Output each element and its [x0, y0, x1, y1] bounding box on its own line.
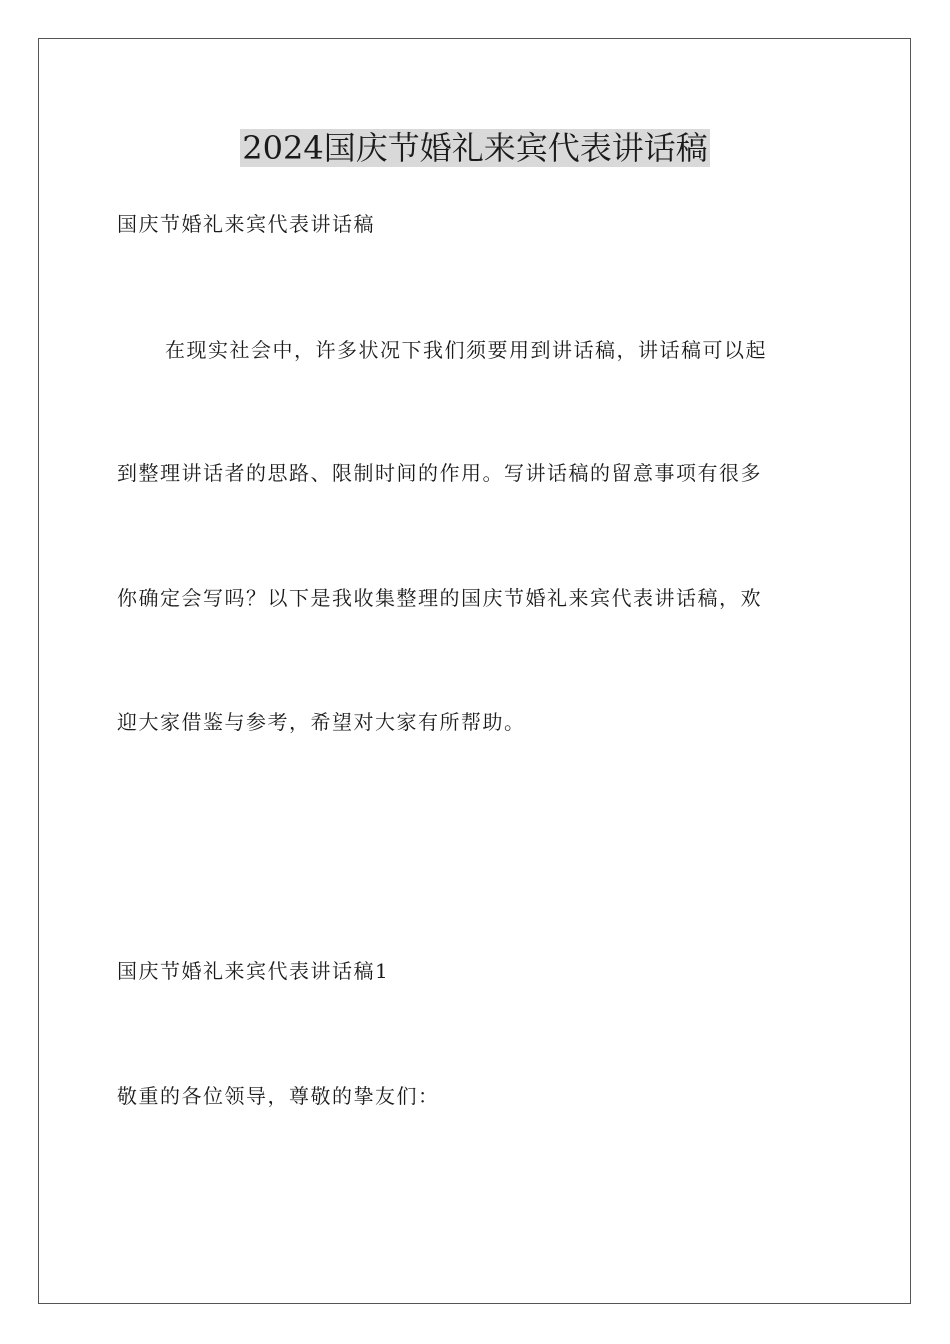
document-title-text: 2024国庆节婚礼来宾代表讲话稿 — [242, 129, 708, 167]
section-heading: 国庆节婚礼来宾代表讲话稿1 — [117, 959, 390, 983]
document-subtitle: 国庆节婚礼来宾代表讲话稿 — [117, 212, 375, 236]
intro-line-2: 到整理讲话者的思路、限制时间的作用。写讲话稿的留意事项有很多 — [117, 461, 762, 485]
intro-line-3: 你确定会写吗？以下是我收集整理的国庆节婚礼来宾代表讲话稿，欢 — [117, 586, 762, 610]
document-title — [0, 126, 950, 170]
greeting-line: 敬重的各位领导，尊敬的挚友们： — [117, 1084, 440, 1108]
intro-line-4: 迎大家借鉴与参考，希望对大家有所帮助。 — [117, 710, 526, 734]
intro-line-1: 在现实社会中，许多状况下我们须要用到讲话稿，讲话稿可以起 — [165, 338, 767, 362]
